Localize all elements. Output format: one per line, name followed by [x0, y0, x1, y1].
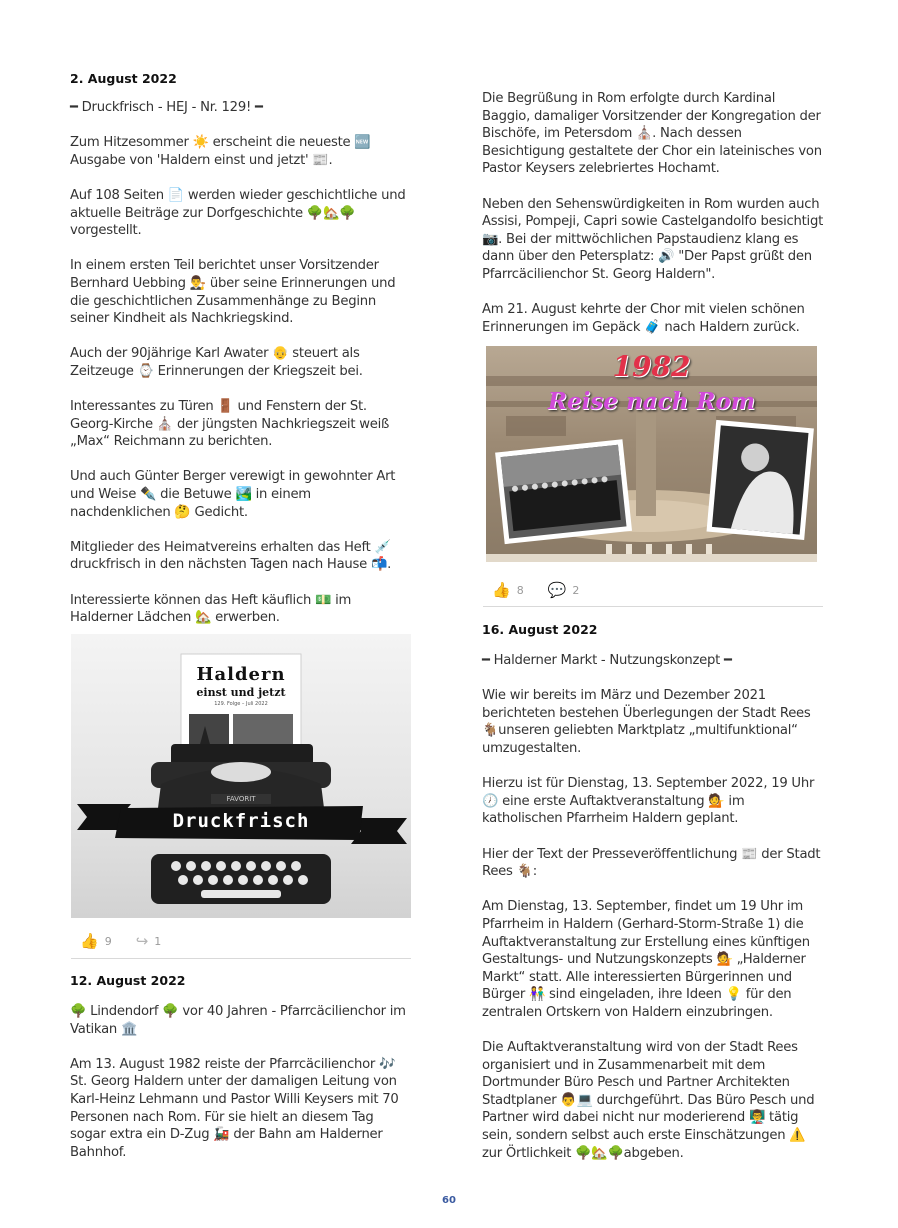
post-date: 12. August 2022 [70, 973, 186, 988]
comment-icon[interactable]: 💬 [547, 581, 567, 599]
post-paragraph: Neben den Sehenswürdigkeiten in Rom wurden auch Assisi, Pompeji, Capri sowie Castelgandolfo besichtigt 📷. Bei der mittwöchlichen Papstaudienz klang es dann über den Petersplatz: 🔊 "Der Papst grüßt den Pfarrcäcilienchor St. Georg Haldern". [482, 196, 823, 282]
share-count: 1 [154, 934, 162, 948]
thumbs-up-icon[interactable]: 👍 [80, 932, 99, 950]
like-count: 9 [104, 934, 112, 948]
post-paragraph: Wie wir bereits im März und Dezember 2021 berichteten bestehen Überlegungen der Stadt Rees 🐐unseren geliebten Marktplatz „multifunktional“ umzugestalten. [482, 688, 811, 756]
post-body [482, 652, 824, 1162]
post-paragraph: Hier der Text der Presseveröffentlichung 📰 der Stadt Rees 🐐: [482, 846, 821, 880]
comment-count: 2 [572, 583, 580, 597]
post-paragraph: Auf 108 Seiten 📄 werden wieder geschichtliche und aktuelle Beiträge zur Dorfgeschichte 🌳🏡🌳 vorgestellt. [70, 187, 406, 239]
share-icon[interactable]: ↪ [135, 932, 149, 950]
thumbs-up-icon[interactable]: 👍 [492, 581, 511, 599]
post-headline: ━ Halderner Markt - Nutzungskonzept ━ [482, 653, 732, 668]
rome-photo[interactable] [486, 346, 817, 562]
post-paragraph: Die Auftaktveranstaltung wird von der Stadt Rees organisiert und in Zusammenarbeit mit dem Dortmunder Büro Pesch und Partner Architekten Stadtplaner 👨💻 durchgeführt. Das Büro Pesch und Partner wird dabei nicht nur moderierend 👨‍🏫 tätig sein, sondern selbst auch erste Einschätzungen ⚠️ zur Örtlichkeit 🌳🏡🌳abgeben. [482, 1040, 815, 1161]
post-date: 2. August 2022 [70, 71, 177, 86]
post-paragraph: Zum Hitzesommer ☀️ erscheint die neueste 🆕 Ausgabe von 'Haldern einst und jetzt' 📰. [70, 135, 371, 168]
post-body [482, 90, 824, 336]
typewriter-brand: FAVORIT [226, 795, 256, 803]
post-reactions [492, 575, 597, 605]
post-date: 16. August 2022 [482, 622, 598, 637]
post-divider [483, 606, 823, 607]
post-reactions [80, 926, 179, 956]
post-body [70, 99, 412, 627]
post-body [70, 1003, 412, 1161]
post-paragraph: Und auch Günter Berger verewigt in gewohnter Art und Weise ✒️ die Betuwe 🏞️ in einem nachdenklichen 🤔 Gedicht. [70, 469, 396, 520]
book-title: Haldern [196, 664, 286, 685]
post-paragraph: Hierzu ist für Dienstag, 13. September 2022, 19 Uhr 🕖 eine erste Auftaktveranstaltung 💁 im katholischen Pfarrheim Haldern geplant. [482, 776, 815, 827]
post-paragraph: Auch der 90jährige Karl Awater 👴 steuert als Zeitzeuge ⌚ Erinnerungen der Kriegszeit bei. [70, 346, 363, 379]
post-paragraph: Mitglieder des Heimatvereins erhalten das Heft 💉 druckfrisch in den nächsten Tagen nach Hause 📬. [70, 539, 392, 573]
image-caption: Reise nach Rom [547, 388, 756, 415]
post-paragraph: Interessantes zu Türen 🚪 und Fenstern der St. Georg-Kirche ⛪ der jüngsten Nachkriegszeit weiß „Max“ Reichmann zu berichten. [70, 399, 390, 450]
like-count: 8 [516, 583, 524, 597]
post-headline: 🌳 Lindendorf 🌳 vor 40 Jahren - Pfarrcäcilienchor im Vatikan 🏛️ [70, 1004, 406, 1037]
page-number: 60 [442, 1195, 456, 1206]
post-paragraph: Am 21. August kehrte der Chor mit vielen schönen Erinnerungen im Gepäck 🧳 nach Haldern zurück. [482, 302, 805, 335]
book-issue: 129. Folge – Juli 2022 [214, 701, 268, 707]
image-year: 1982 [612, 350, 691, 383]
post-paragraph: Am 13. August 1982 reiste der Pfarrcäcilienchor 🎶 St. Georg Haldern unter der damaligen Leitung von Karl-Heinz Lehmann und Pastor Willi Keysers mit 70 Personen nach Rom. Für sie hielt an diesem Tag sogar extra ein D-Zug 🚂 der Bahn am Halderner Bahnhof. [70, 1056, 399, 1160]
typewriter-photo[interactable] [71, 634, 411, 918]
post-divider [71, 958, 411, 959]
post-paragraph: Die Begrüßung in Rom erfolgte durch Kardinal Baggio, damaliger Vorsitzender der Kongregation der Bischöfe, im Petersdom ⛪. Nach dessen Besichtigung gestaltete der Chor ein lateinisches von Pastor Keysers zelebriertes Hochamt. [482, 91, 822, 177]
banner-text: Druckfrisch [172, 810, 310, 832]
post-headline: ━ Druckfrisch - HEJ - Nr. 129! ━ [70, 100, 263, 115]
post-paragraph: In einem ersten Teil berichtet unser Vorsitzender Bernhard Uebbing 👨‍⚖️ über seine Erinnerungen und die geschichtlichen Zusammenhänge zu Beginn seiner Kindheit als Nachkriegskind. [70, 258, 396, 327]
post-paragraph: Interessierte können das Heft käuflich 💵 im Halderner Lädchen 🏡 erwerben. [70, 592, 352, 626]
post-paragraph: Am Dienstag, 13. September, findet um 19 Uhr im Pfarrheim in Haldern (Gerhard-Storm-Straße 1) die Auftaktveranstaltung zur Erstellung eines künftigen Gestaltungs- und Nutzungskonzepts 💁 „Halderner Markt“ statt. Alle interessierten Bürgerinnen und Bürger 👫 sind eingeladen, ihre Ideen 💡 für den zentralen Ortskern von Haldern einzubringen. [482, 899, 810, 1020]
book-subtitle: einst und jetzt [196, 686, 286, 699]
